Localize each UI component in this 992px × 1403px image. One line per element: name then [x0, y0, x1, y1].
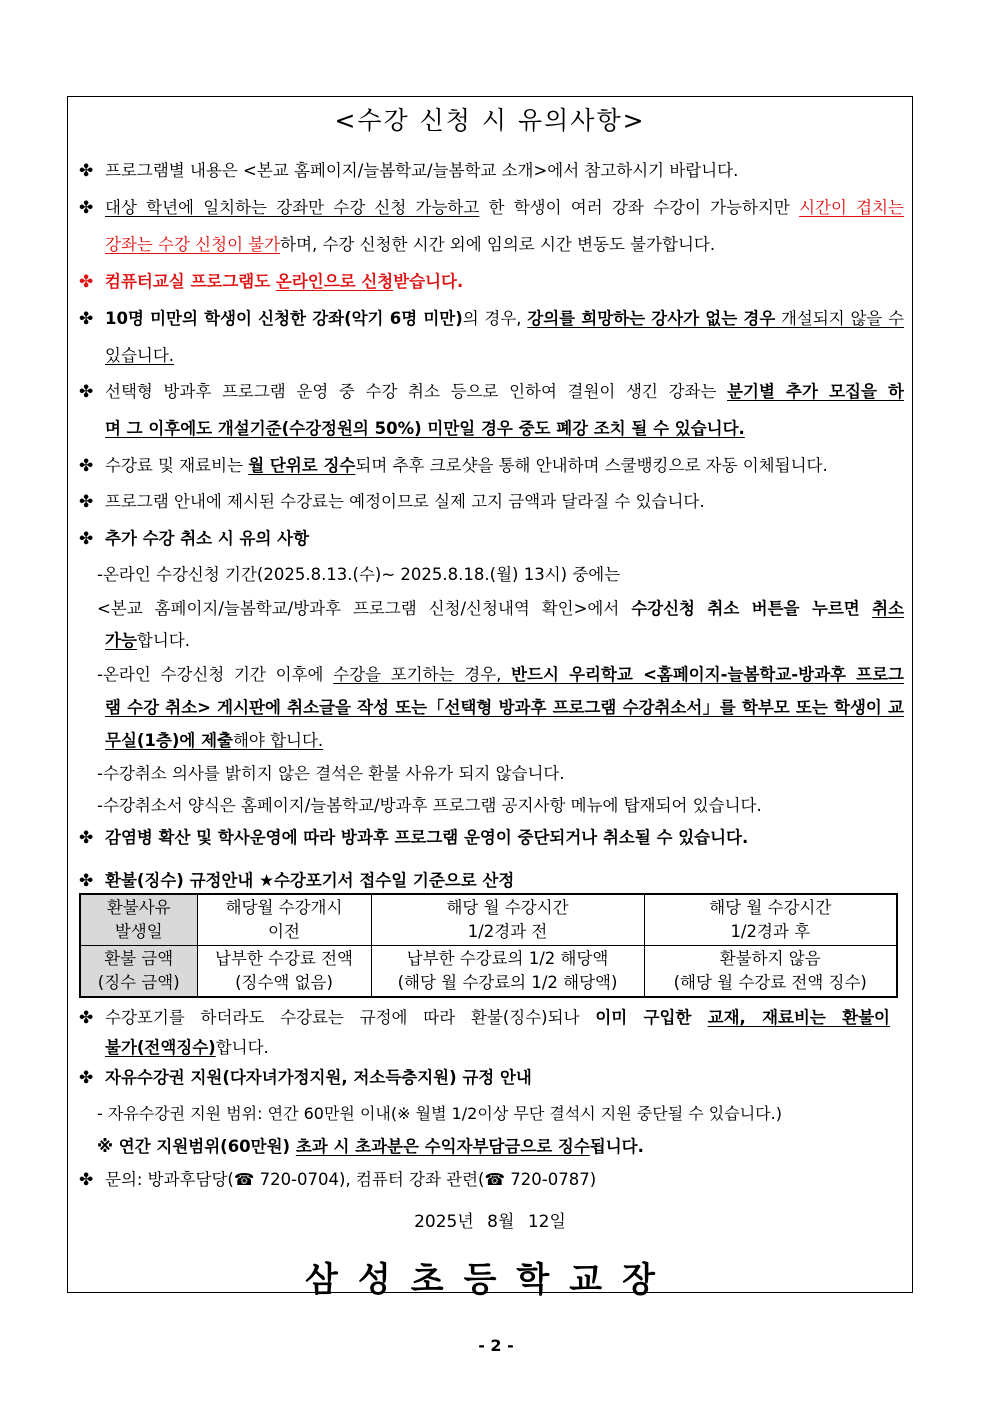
- cancel-form-line: -수강취소서 양식은 홈페이지/늘봄학교/방과후 프로그램 공지사항 메뉴에 탑재되어 있습니다.: [97, 796, 762, 815]
- table-row: [80, 894, 897, 946]
- notice-item-fee-estimate: ✤ 프로그램 안내에 제시된 수강료는 예정이므로 실제 고지 금액과 달라질 수 있습니다.: [79, 492, 705, 512]
- bullet-icon: ✤: [79, 309, 94, 329]
- table-cell: 환불 금액 (징수 금액): [80, 946, 197, 998]
- table-cell: 환불하지 않음 (해당 월 수강료 전액 징수): [644, 946, 897, 998]
- notice-item-fees: ✤ 수강료 및 재료비는 월 단위로 징수되며 추후 크로샷을 통해 안내하며 스쿨뱅킹으로 자동 이체됩니다.: [79, 456, 828, 476]
- table-header-cell: 해당월 수강개시 이전: [197, 894, 371, 946]
- notice-item-computer-online: ✤ 컴퓨터교실 프로그램도 온라인으로 신청받습니다.: [79, 272, 464, 292]
- cancel-after-period-line: -온라인 수강신청 기간 이후에 수강을 포기하는 경우, 반드시 우리학교 <홈페이지-늘봄학교-방과후 프로그: [97, 665, 904, 684]
- notice-frame: [67, 96, 913, 1300]
- bullet-icon: ✤: [79, 1068, 94, 1088]
- notice-item-grade-match-cont: 강좌는 수강 신청이 불가하며, 수강 신청한 시간 외에 임의로 시간 변동도 불가합니다.: [105, 235, 716, 254]
- notice-item-vacancy-cont: 며 그 이후에도 개설기준(수강정원의 50%) 미만일 경우 중도 폐강 조치 될 수 있습니다.: [105, 419, 745, 438]
- bullet-icon: ✤: [79, 1008, 94, 1028]
- notice-item-min-students: ✤ 10명 미만의 학생이 신청한 강좌(악기 6명 미만)의 경우, 강의를 희망하는 강사가 없는 경우 개설되지 않을 수: [79, 309, 904, 329]
- bullet-icon: ✤: [79, 456, 94, 476]
- cancel-after-period-line-cont: 램 수강 취소> 게시판에 취소글을 작성 또는「선택형 방과후 프로그램 수강취소서」를 학부모 또는 학생이 교: [105, 698, 904, 717]
- bullet-icon: ✤: [79, 198, 94, 218]
- notice-item-refund-heading: ✤ 환불(징수) 규정안내 ★수강포기서 접수일 기준으로 산정: [79, 871, 515, 891]
- bullet-icon: ✤: [79, 161, 94, 181]
- notice-item-epidemic: ✤ 감염병 확산 및 학사운영에 따라 방과후 프로그램 운영이 중단되거나 취소될 수 있습니다.: [79, 828, 749, 848]
- bullet-icon: ✤: [79, 529, 94, 549]
- notice-item-vacancy: ✤ 선택형 방과후 프로그램 운영 중 수강 취소 등으로 인하여 결원이 생긴 강좌는 분기별 추가 모집을 하: [79, 382, 904, 402]
- notice-item-materials-cont: 불가(전액징수)합니다.: [105, 1038, 269, 1057]
- cancel-online-line: <본교 홈페이지/늘봄학교/방과후 프로그램 신청/신청내역 확인>에서 수강신청 취소 버튼을 누르면 취소: [97, 599, 905, 618]
- table-row: [80, 946, 897, 998]
- cancel-absence-line: -수강취소 의사를 밝히지 않은 결석은 환불 사유가 되지 않습니다.: [97, 764, 565, 783]
- voucher-excess-line: ※ 연간 지원범위(60만원) 초과 시 초과분은 수익자부담금으로 징수됩니다.: [97, 1137, 644, 1156]
- notice-item-voucher: ✤ 자유수강권 지원(다자녀가정지원, 저소득층지원) 규정 안내: [79, 1068, 532, 1088]
- table-cell: 납부한 수강료의 1/2 해당액 (해당 월 수강료의 1/2 해당액): [371, 946, 644, 998]
- notice-item-materials: ✤ 수강포기를 하더라도 수강료는 규정에 따라 환불(징수)되나 이미 구입한 교재, 재료비는 환불이: [79, 1008, 890, 1028]
- table-cell: 납부한 수강료 전액 (징수액 없음): [197, 946, 371, 998]
- cancel-online-line-cont: 가능합니다.: [105, 631, 190, 650]
- notice-item-min-students-cont: 있습니다.: [105, 346, 175, 365]
- cancel-after-period-line-end: 무실(1층)에 제출해야 합니다.: [105, 731, 324, 750]
- voucher-range-line: - 자유수강권 지원 범위: 연간 60만원 이내(※ 월별 1/2이상 무단 결석시 지원 중단될 수 있습니다.): [97, 1104, 782, 1123]
- issue-date: 2025년 8월 12일: [414, 1212, 566, 1232]
- table-header-cell: 환불사유 발생일: [80, 894, 197, 946]
- notice-item-contact: ✤ 문의: 방과후담당(☎ 720-0704), 컴퓨터 강좌 관련(☎ 720-0787): [79, 1170, 597, 1190]
- notice-item-grade-match: ✤ 대상 학년에 일치하는 강좌만 수강 신청 가능하고 한 학생이 여러 강좌 수강이 가능하지만 시간이 겹치는: [79, 198, 904, 218]
- school-principal-signature: 삼성초등학교장: [305, 1260, 675, 1300]
- notice-item-homepage: ✤ 프로그램별 내용은 <본교 홈페이지/늘봄학교/늘봄학교 소개>에서 참고하시기 바랍니다.: [79, 161, 739, 181]
- cancel-period-line: -온라인 수강신청 기간(2025.8.13.(수)~ 2025.8.18.(월) 13시) 중에는: [97, 565, 621, 584]
- bullet-icon: ✤: [79, 492, 94, 512]
- table-header-cell: 해당 월 수강시간 1/2경과 후: [644, 894, 897, 946]
- bullet-icon: ✤: [79, 1170, 94, 1190]
- bullet-icon: ✤: [79, 272, 94, 292]
- table-header-cell: 해당 월 수강시간 1/2경과 전: [371, 894, 644, 946]
- refund-table: [79, 893, 898, 998]
- bullet-icon: ✤: [79, 871, 94, 891]
- bullet-icon: ✤: [79, 382, 94, 402]
- notice-item-cancel-heading: ✤ 추가 수강 취소 시 유의 사항: [79, 529, 310, 549]
- bullet-icon: ✤: [79, 828, 94, 848]
- page-title: <수강 신청 시 유의사항>: [334, 106, 646, 135]
- page-number: - 2 -: [478, 1336, 514, 1355]
